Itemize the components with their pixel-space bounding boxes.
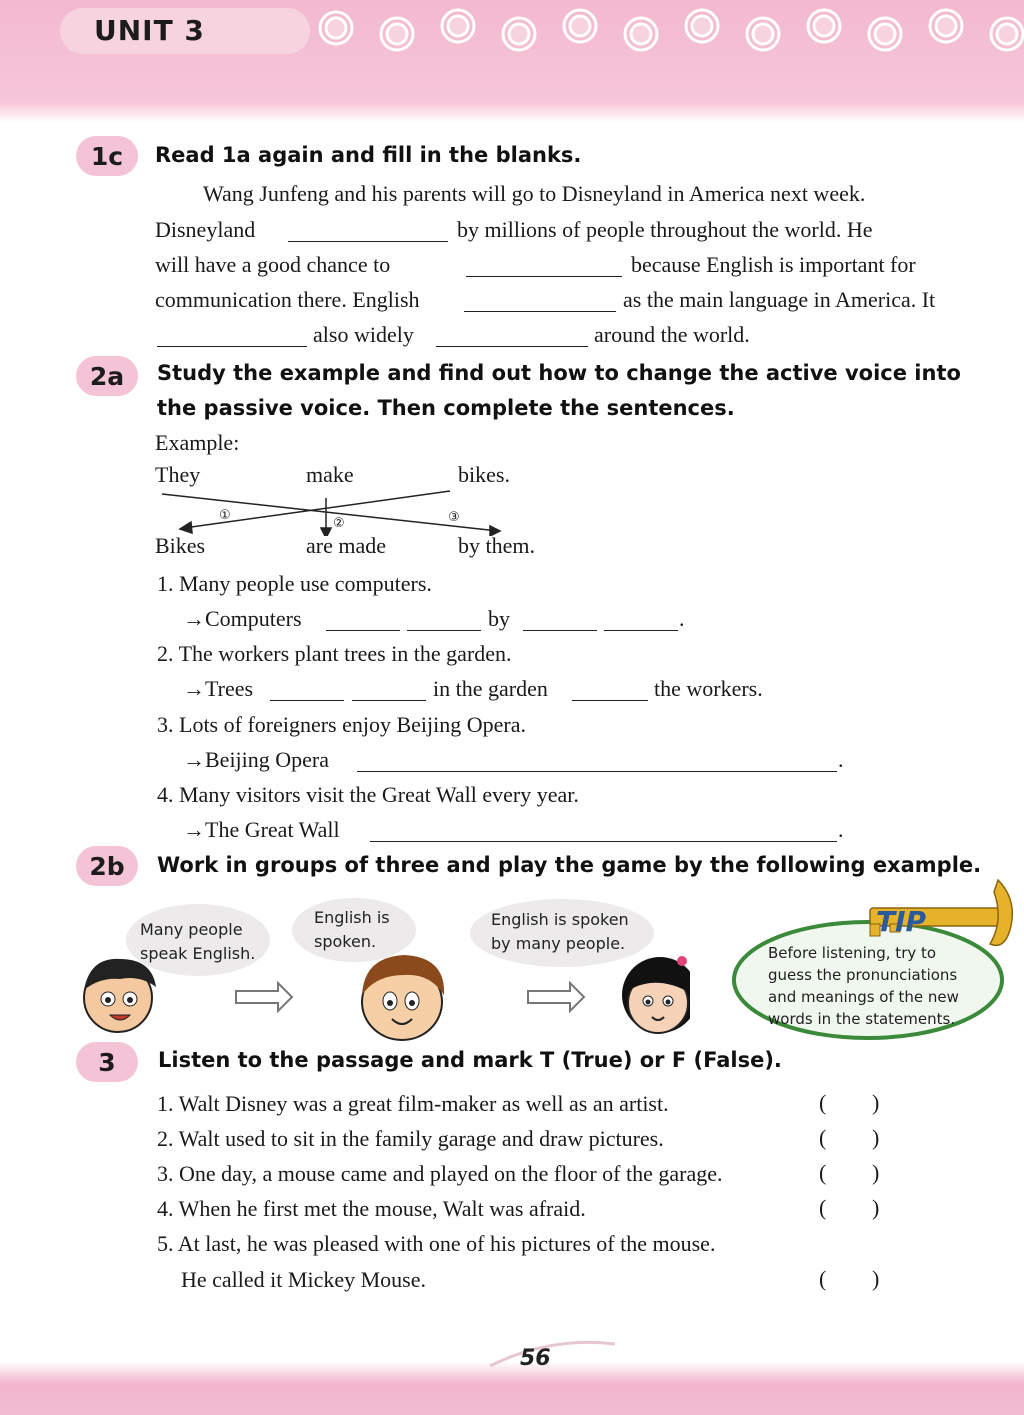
fill-blank[interactable] — [270, 700, 344, 701]
statement-2: 2. Walt used to sit in the family garage and draw pictures. — [157, 1126, 664, 1151]
statement-5-cont: He called it Mickey Mouse. — [181, 1267, 426, 1292]
passage-text: as the main language in America. It — [623, 287, 936, 312]
statement-1: 1. Walt Disney was a great film-maker as well as an artist. — [157, 1091, 669, 1116]
fill-blank[interactable] — [370, 841, 837, 842]
answer-paren-close: ) — [872, 1195, 880, 1220]
tip-line-1: Before listening, try to — [768, 944, 937, 962]
unit-header-band — [0, 0, 1024, 102]
passage-text: Disneyland — [155, 217, 256, 242]
section-title-2a-line2: the passive voice. Then complete the sentences. — [157, 396, 735, 420]
section-label-2a: 2a — [76, 356, 138, 396]
fill-blank[interactable] — [157, 346, 307, 347]
answer-prompt: →Computers — [183, 606, 302, 631]
statement-5: 5. At last, he was pleased with one of his pictures of the mouse. — [157, 1231, 716, 1256]
fill-blank[interactable] — [464, 311, 616, 312]
answer-period: . — [679, 606, 685, 631]
exercise-question-4: 4. Many visitors visit the Great Wall every year. — [157, 782, 579, 807]
tip-line-3: and meanings of the new — [768, 988, 959, 1006]
answer-paren-open: ( — [819, 1090, 827, 1115]
diagram-word-they: They — [155, 462, 201, 487]
answer-paren-open: ( — [819, 1266, 827, 1291]
tip-line-4: words in the statements. — [768, 1010, 956, 1028]
step-marker-3: ③ — [448, 510, 460, 525]
fill-blank[interactable] — [357, 771, 837, 772]
fill-blank[interactable] — [326, 630, 400, 631]
fill-blank[interactable] — [523, 630, 597, 631]
fill-blank[interactable] — [466, 276, 622, 277]
passage-text: by millions of people throughout the world. He — [457, 217, 873, 242]
speech-bubble-2-line1: English is — [314, 908, 390, 927]
speech-bubble-3-line2: by many people. — [491, 934, 626, 953]
fill-blank[interactable] — [604, 630, 678, 631]
diagram-word-are-made: are made — [306, 533, 386, 558]
exercise-question-1: 1. Many people use computers. — [157, 571, 432, 596]
passage-text: around the world. — [594, 322, 750, 347]
answer-prompt: →Beijing Opera — [183, 747, 330, 772]
statement-4: 4. When he first met the mouse, Walt was afraid. — [157, 1196, 586, 1221]
passage-text: also widely — [313, 322, 414, 347]
tip-line-2: guess the pronunciations — [768, 966, 958, 984]
answer-prompt: →Trees — [183, 676, 254, 701]
header-fade — [0, 102, 1024, 122]
section-label-1c: 1c — [76, 136, 138, 176]
unit-title: UNIT 3 — [94, 14, 205, 47]
step-marker-1: ① — [219, 508, 231, 523]
speech-bubble-2-line2: spoken. — [314, 932, 377, 951]
fill-blank[interactable] — [436, 346, 588, 347]
diagram-word-bikes-subject: Bikes — [155, 533, 206, 558]
section-title-2b: Work in groups of three and play the game by the following example. — [157, 853, 982, 877]
passage-text: will have a good chance to — [155, 252, 391, 277]
decorative-circles — [300, 0, 1024, 60]
page-number: 56 — [520, 1346, 551, 1371]
tip-title: TIP — [876, 905, 927, 938]
speech-bubble-1-line2: speak English. — [140, 944, 256, 963]
girl-character-icon — [622, 956, 690, 1033]
answer-text: by — [488, 606, 510, 631]
example-label: Example: — [155, 430, 240, 455]
section-title-3: Listen to the passage and mark T (True) or F (False). — [158, 1048, 782, 1072]
exercise-question-3: 3. Lots of foreigners enjoy Beijing Opera. — [157, 712, 527, 737]
boy-character-icon — [362, 955, 444, 1040]
answer-paren-close: ) — [872, 1160, 880, 1185]
fill-blank[interactable] — [572, 700, 648, 701]
boy-character-icon — [84, 959, 156, 1032]
answer-period: . — [838, 747, 844, 772]
speech-bubble-1-line1: Many people — [140, 920, 243, 939]
passage-line-1: Wang Junfeng and his parents will go to Disneyland in America next week. — [203, 181, 866, 206]
answer-paren-open: ( — [819, 1160, 827, 1185]
answer-paren-close: ) — [872, 1125, 880, 1150]
answer-paren-close: ) — [872, 1266, 880, 1291]
answer-paren-open: ( — [819, 1195, 827, 1220]
section-title-2a-line1: Study the example and find out how to change the active voice into — [157, 361, 961, 385]
answer-paren-open: ( — [819, 1125, 827, 1150]
statement-3: 3. One day, a mouse came and played on the floor of the garage. — [157, 1161, 723, 1186]
passage-text: communication there. English — [155, 287, 420, 312]
diagram-word-bikes: bikes. — [458, 462, 510, 487]
passage-text: because English is important for — [631, 252, 916, 277]
answer-paren-close: ) — [872, 1090, 880, 1115]
answer-text: the workers. — [654, 676, 763, 701]
answer-period: . — [838, 817, 844, 842]
section-title-1c: Read 1a again and fill in the blanks. — [155, 143, 582, 167]
diagram-word-by-them: by them. — [458, 533, 535, 558]
diagram-word-make: make — [306, 462, 354, 487]
answer-text: in the garden — [433, 676, 548, 701]
exercise-question-2: 2. The workers plant trees in the garden. — [157, 641, 512, 666]
fill-blank[interactable] — [288, 241, 448, 242]
fill-blank[interactable] — [407, 630, 481, 631]
fill-blank[interactable] — [352, 700, 426, 701]
section-label-2b: 2b — [76, 846, 138, 886]
speech-bubble-3-line1: English is spoken — [491, 910, 629, 929]
step-marker-2: ② — [333, 516, 345, 531]
section-label-3: 3 — [76, 1042, 138, 1082]
answer-prompt: →The Great Wall — [183, 817, 340, 842]
